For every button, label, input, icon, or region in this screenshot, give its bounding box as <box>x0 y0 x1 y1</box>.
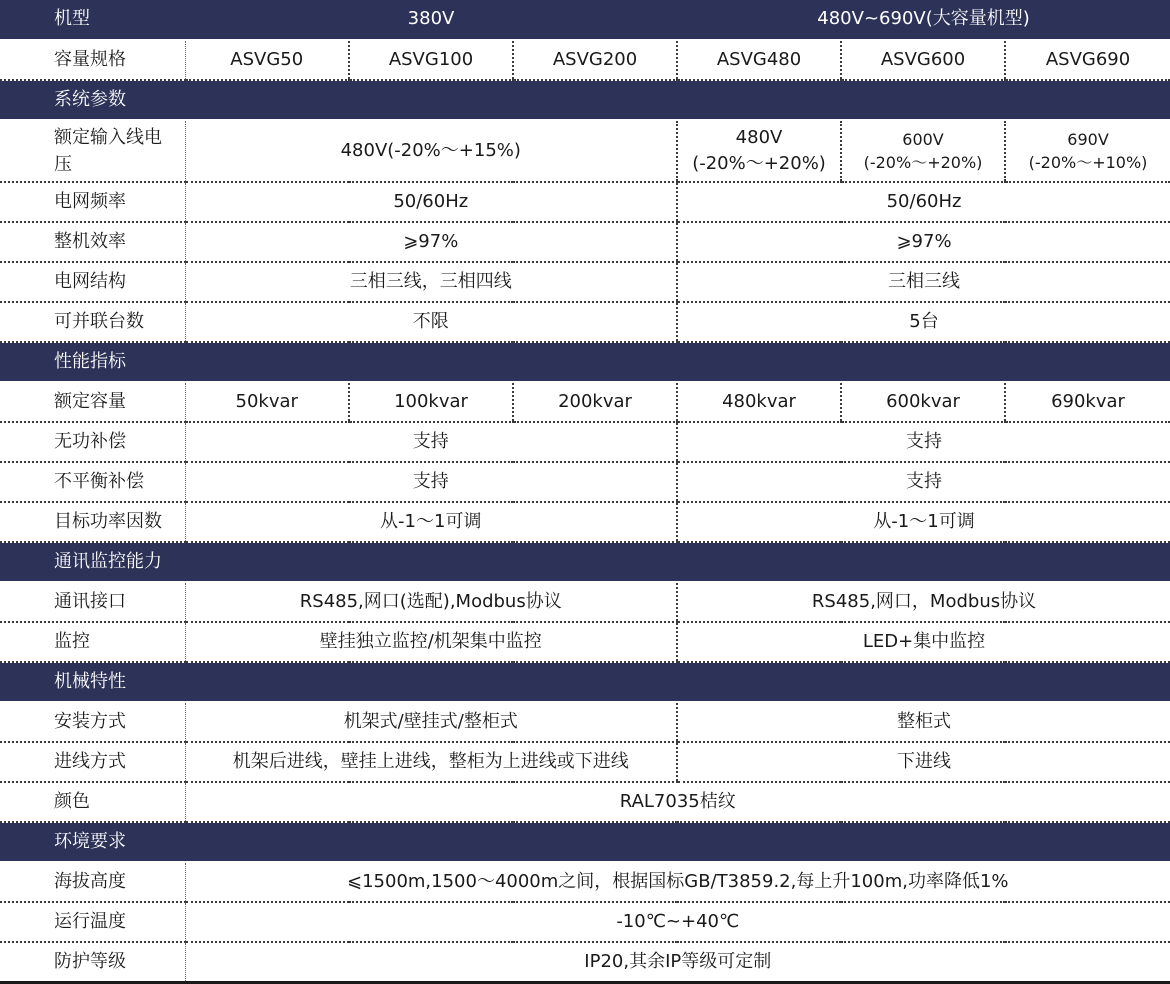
value-cell-380v: 480V(-20%～+15%) <box>185 120 677 182</box>
row-label: 监控 <box>0 622 185 662</box>
reactive-comp-row <box>0 422 1170 462</box>
row-label: 额定容量 <box>0 382 185 422</box>
model-cell: ASVG690 <box>1005 40 1170 80</box>
value-cell-480v: 下进线 <box>677 742 1170 782</box>
model-cell: ASVG200 <box>513 40 677 80</box>
efficiency-row <box>0 222 1170 262</box>
unbalance-comp-row <box>0 462 1170 502</box>
row-label: 不平衡补偿 <box>0 462 185 502</box>
target-pf-row <box>0 502 1170 542</box>
value-cell-all: RAL7035桔纹 <box>185 782 1170 822</box>
grid-frequency-row <box>0 182 1170 222</box>
capacity-cell: 600kvar <box>841 382 1005 422</box>
grid-structure-row <box>0 262 1170 302</box>
header-row <box>0 0 1170 40</box>
row-label: 额定输入线电压 <box>0 120 185 182</box>
capacity-cell: 200kvar <box>513 382 677 422</box>
value-cell-380v: 机架式/壁挂式/整柜式 <box>185 702 677 742</box>
section-header-communication <box>0 542 1170 582</box>
row-label: 防护等级 <box>0 942 185 982</box>
value-cell-all: IP20,其余IP等级可定制 <box>185 942 1170 982</box>
capacity-cell: 100kvar <box>349 382 513 422</box>
row-label: 电网频率 <box>0 182 185 222</box>
value-cell-all: ⩽1500m,1500～4000m之间，根据国标GB/T3859.2,每上升100m,功率降低1% <box>185 862 1170 902</box>
model-cell: ASVG50 <box>185 40 349 80</box>
section-header-system <box>0 80 1170 120</box>
parallel-units-row <box>0 302 1170 342</box>
section-header-performance <box>0 342 1170 382</box>
color-row <box>0 782 1170 822</box>
model-cell: ASVG600 <box>841 40 1005 80</box>
value-cell-380v: 50/60Hz <box>185 182 677 222</box>
comm-interface-row <box>0 582 1170 622</box>
row-label: 容量规格 <box>0 40 185 80</box>
row-label: 颜色 <box>0 782 185 822</box>
value-cell-480v: 50/60Hz <box>677 182 1170 222</box>
operating-temp-row <box>0 902 1170 942</box>
header-group-480v-690v: 480V~690V(大容量机型) <box>677 0 1170 40</box>
capacity-cell: 50kvar <box>185 382 349 422</box>
value-cell-480v: ⩾97% <box>677 222 1170 262</box>
capacity-cell: 690kvar <box>1005 382 1170 422</box>
value-cell-480v: 支持 <box>677 462 1170 502</box>
rated-capacity-row <box>0 382 1170 422</box>
value-cell-380v: ⩾97% <box>185 222 677 262</box>
value-cell-380v: 壁挂独立监控/机架集中监控 <box>185 622 677 662</box>
section-title: 环境要求 <box>0 822 1170 862</box>
value-cell-380v: 支持 <box>185 462 677 502</box>
header-label: 机型 <box>0 0 185 40</box>
value-cell-480v: 480V (-20%～+20%) <box>677 120 841 182</box>
model-cell: ASVG480 <box>677 40 841 80</box>
row-label: 整机效率 <box>0 222 185 262</box>
row-label: 运行温度 <box>0 902 185 942</box>
value-cell-380v: 机架后进线，壁挂上进线，整柜为上进线或下进线 <box>185 742 677 782</box>
capacity-spec-row <box>0 40 1170 80</box>
value-cell-480v: 整柜式 <box>677 702 1170 742</box>
section-title: 机械特性 <box>0 662 1170 702</box>
row-label: 目标功率因数 <box>0 502 185 542</box>
row-label: 无功补偿 <box>0 422 185 462</box>
value-cell-480v: RS485,网口，Modbus协议 <box>677 582 1170 622</box>
row-label: 电网结构 <box>0 262 185 302</box>
model-cell: ASVG100 <box>349 40 513 80</box>
value-cell-380v: 从-1～1可调 <box>185 502 677 542</box>
row-label: 通讯接口 <box>0 582 185 622</box>
monitoring-row <box>0 622 1170 662</box>
value-cell-480v: 三相三线 <box>677 262 1170 302</box>
altitude-row <box>0 862 1170 902</box>
section-header-mechanical <box>0 662 1170 702</box>
value-cell-380v: RS485,网口(选配),Modbus协议 <box>185 582 677 622</box>
value-cell-480v: LED+集中监控 <box>677 622 1170 662</box>
row-label: 安装方式 <box>0 702 185 742</box>
value-cell-380v: 支持 <box>185 422 677 462</box>
section-title: 系统参数 <box>0 80 1170 120</box>
row-label: 进线方式 <box>0 742 185 782</box>
section-title: 通讯监控能力 <box>0 542 1170 582</box>
cable-entry-row <box>0 742 1170 782</box>
value-cell-480v: 支持 <box>677 422 1170 462</box>
value-cell-all: -10℃~+40℃ <box>185 902 1170 942</box>
value-cell-380v: 不限 <box>185 302 677 342</box>
value-cell-480v: 5台 <box>677 302 1170 342</box>
installation-row <box>0 702 1170 742</box>
section-title: 性能指标 <box>0 342 1170 382</box>
value-cell-480v: 从-1～1可调 <box>677 502 1170 542</box>
protection-row <box>0 942 1170 982</box>
row-label: 海拔高度 <box>0 862 185 902</box>
rated-voltage-row <box>0 120 1170 182</box>
section-header-environment <box>0 822 1170 862</box>
row-label: 可并联台数 <box>0 302 185 342</box>
value-cell-380v: 三相三线，三相四线 <box>185 262 677 302</box>
value-cell-690v: 690V (-20%～+10%) <box>1005 120 1170 182</box>
value-cell-600v: 600V (-20%～+20%) <box>841 120 1005 182</box>
header-group-380v: 380V <box>185 0 677 40</box>
capacity-cell: 480kvar <box>677 382 841 422</box>
